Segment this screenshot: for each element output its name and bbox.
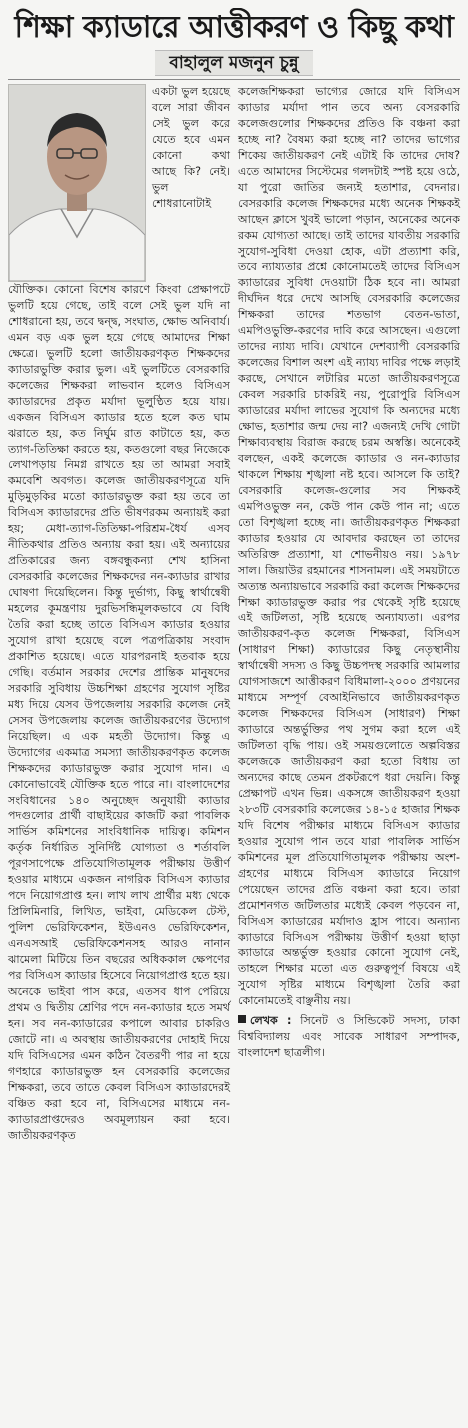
byline-container	[8, 50, 460, 76]
author-photo	[8, 84, 146, 282]
author-note	[238, 1013, 460, 1061]
author-portrait-icon	[9, 85, 145, 281]
author-note-label: লেখক :	[250, 1014, 292, 1028]
square-bullet-icon	[238, 1015, 246, 1023]
photo-row	[8, 84, 230, 282]
article-columns	[8, 84, 460, 1419]
article-byline: বাহালুল মজনুন চুন্নু	[155, 50, 312, 76]
author-note-text: সিনেট ও সিন্ডিকেট সদস্য, ঢাকা বিশ্ববিদ্যালয় এবং সাবেক সাধারণ সম্পাদক, বাংলাদেশ ছাত্রলীগ।	[238, 1014, 460, 1060]
left-column-body: যৌক্তিক। কোনো বিশেষ কারণে কিংবা প্রেক্ষাপটে ভুলটি হয়ে গেছে, তাই বলে সেই ভুল যদি না শোধরানো হয়, তবে দ্বন্দ্ব, সংঘাত, ক্ষোভ অনিবার্য। এমন বড় এক ভুল হয়ে গেছে আমাদের শিক্ষা ক্ষেত্রে। ভুলটি হলো জাতীয়করণকৃত শিক্ষকদের ক্যাডারভুক্তি করার ভুল। এই ভুলটিতে বেসরকারি কলেজের শিক্ষকরা লাভবান হলেও বিসিএস ক্যাডারদের প্রকৃত মর্যাদা ভূলুণ্ঠিত হয়ে যায়। একজন বিসিএস ক্যাডার হতে হলে কত ঘাম ঝরাতে হয়, কত নির্ঘুম রাত কাটাতে হয়, কত ত্যাগ-তিতিক্ষা করতে হয়, কতগুলো বছর নিজেকে লেখাপড়ায় নিমগ্ন রাখতে হয় তা আমরা সবাই কমবেশি অবগত। কলেজ জাতীয়করণসূত্রে যদি মুড়িমুড়কির মতো ক্যাডারভুক্ত করা হয় তবে তা বিসিএস ক্যাডারদের প্রতি ভীষণরকম অন্যায়ই করা হয়; মেধা-ত্যাগ-তিতিক্ষা-পরিশ্রম-ধৈর্য এসব নীতিকথার প্রতিও অন্যায় করা হয়। এই অন্যায়ের প্রতিকারের জন্য বঙ্গবন্ধুকন্যা শেখ হাসিনা বেসরকারি কলেজের শিক্ষকদের নন-ক্যাডার রাখার ঘোষণা দিয়েছিলেন। কিন্তু দুর্ভাগ্য, কিছু স্বার্থান্বেষী মহলের কূমন্ত্রণায় দুরভিসন্ধিমূলকভাবে যে বিধি তৈরি করা হচ্ছে তাতে বিসিএস ক্যাডার হওয়ার সুযোগ রাখা হয়েছে বলে পত্রপত্রিকায় সংবাদ প্রকাশিত হয়েছে। এতে যারপরনাই হতবাক হয়ে গেছি। বর্তমান সরকার দেশের প্রান্তিক মানুষদের সরকারি সুবিধায় উচ্চশিক্ষা গ্রহণের সুযোগ সৃষ্টির মধ্য দিয়ে যেসব উপজেলায় সরকারি কলেজ নেই সেসব উপজেলায় কলেজ জাতীয়করণের উদ্যোগ নিয়েছিল। এ এক মহতী উদ্যোগ। কিন্তু এ উদ্যোগের একমাত্র সমস্যা জাতীয়করণকৃত কলেজ শিক্ষকদের ক্যাডারভুক্ত করার সুযোগ দান। এ কোনোভাবেই যৌক্তিক হতে পারে না। বাংলাদেশের সংবিধানের ১৪০ অনুচ্ছেদ অনুযায়ী ক্যাডার পদগুলোর প্রার্থী বাছাইয়ের কাজটি করা পাবলিক সার্ভিস কমিশনের সাংবিধানিক দায়িত্ব। কমিশন কর্তৃক নির্ধারিত সুনির্দিষ্ট যোগ্যতা ও শর্তাবলি পূরণসাপেক্ষে প্রতিযোগিতামূলক পরীক্ষায় উত্তীর্ণ হওয়ার মাধ্যমে একজন নাগরিক বিসিএস ক্যাডার পদে নিয়োগপ্রাপ্ত হন। লাখ লাখ প্রার্থীর মধ্য থেকে প্রিলিমিনারি, লিখিত, ভাইবা, মেডিকেল টেস্ট, পুলিশ ভেরিফিকেশন, ইউএনও ভেরিফিকেশন, এনএসআই ভেরিফিকেশনসহ আরও নানান ঝামেলা মিটিয়ে তিন বছরের অধিককাল ক্ষেপণের পর বিসিএস ক্যাডার হিসেবে নিয়োগপ্রাপ্ত হতে হয়। অনেকে ভাইবা পাস করে, এতসব ধাপ পেরিয়ে প্রথম ও দ্বিতীয় শ্রেণির পদে নন-ক্যাডার হতে সমর্থ হন। সব নন-ক্যাডারের কপালে আবার চাকরিও জোটে না। এ অবস্থায় জাতীয়করণের দোহাই দিয়ে যদি বিসিএসের এমন কঠিন বৈতরণী পার না হয়ে গণহারে ক্যাডারভুক্ত হন বেসরকারি কলেজের শিক্ষকরা, তবে তাতে কেবল বিসিএস ক্যাডারদেরই বঞ্চিত করা হবে না, বিসিএসের মাধ্যমে নন-ক্যাডারপ্রাপ্তদেরও অবমূল্যায়ন করা হবে। জাতীয়করণকৃত	[8, 283, 230, 1142]
right-column-body: কলেজশিক্ষকরা ভাগ্যের জোরে যদি বিসিএস ক্যাডার মর্যাদা পান তবে অন্য বেসরকারি কলেজগুলোর শিক্ষকদের প্রতিও কি বঞ্চনা করা হচ্ছে না? বৈষম্য করা হচ্ছে না? তাদের ভাগ্যের শিকেয় জাতীয়করণ নেই এটাই কি তাদের দোষ? এতে আমাদের সিস্টেমের গলদটাই স্পষ্ট হয়ে ওঠে, যা পুরো জাতির জন্যই হতাশার, বেদনার। বেসরকারি কলেজ শিক্ষকদের মধ্যে অনেক শিক্ষকই আছেন ক্লাসে খুবই ভালো পড়ান, অনেকের অনেক রকম যোগ্যতা আছে। তাই তাদের যাবতীয় সরকারি সুযোগ-সুবিধা দেওয়া হোক, এটা প্রত্যাশা করি, তবে ন্যায্যতার প্রশ্নে কোনোমতেই তাদের বিসিএস ক্যাডারের সুবিধা দেওয়াটা ঠিক হবে না। আমরা দীর্ঘদিন ধরে দেখে আসছি বেসরকারি কলেজের শিক্ষকরা তাদের শতভাগ বেতন-ভাতা, এমপিওভুক্তি-করণের দাবি করে আসছেন। এগুলো তাদের ন্যায্য দাবি। যেখানে দেশব্যাপী বেসরকারি কলেজের বিশাল অংশ এই ন্যায্য দাবির পক্ষে লড়াই করছে, সেখানে লটারির মতো জাতীয়করণসূত্রে কেবল সরকারি চাকরিই নয়, পুরোপুরি বিসিএস ক্যাডারের মর্যাদা লাভের সুযোগ কি অন্যদের মধ্যে ক্ষোভ, হতাশার জন্ম দেয় না? এজন্যই দেখি গোটা শিক্ষাব্যবস্থায় বিরাজ করছে চরম অস্বস্তি। অনেকেই বলছেন, একই কলেজে ক্যাডার ও নন-ক্যাডার থাকলে শিক্ষায় শৃঙ্খলা নষ্ট হবে। আসলে কি তাই? বেসরকারি কলেজ-গুলোর সব শিক্ষকই এমপিওভুক্ত নন, কেউ পান কেউ পান না; এতে তো বিশৃঙ্খলা হচ্ছে না। জাতীয়করণকৃত শিক্ষকরা ক্যাডার হওয়ার যে আবদার করছেন তা তাদের অতিরিক্ত প্রত্যাশা, যা শোভনীয়ও নয়। ১৯৭৮ সাল। জিয়াউর রহমানের শাসনামল। এই সময়টাতে অত্যন্ত অন্যায়ভাবে সরকারি করা কলেজ শিক্ষকদের শিক্ষা ক্যাডারভুক্ত করার পর থেকেই সৃষ্টি হয়েছে এই জটিলতা, সৃষ্টি হয়েছে অন্যায্যতা। এরপর জাতীয়করণ-কৃত কলেজ শিক্ষকরা, বিসিএস (সাধারণ শিক্ষা) ক্যাডারের কিছু নেতৃস্থানীয় স্বার্থান্বেষী সদস্য ও কিছু উচ্চপদস্থ সরকারি আমলার যোগসাজশে আত্তীকরণ বিধিমালা-২০০০ প্রণয়নের মাধ্যমে সম্পূর্ণ বেআইনিভাবে জাতীয়করণকৃত কলেজ শিক্ষকদের বিসিএস (সাধারণ) শিক্ষা ক্যাডারে অন্তর্ভুক্তির পথ সুগম করা হলে এই জটিলতা বৃদ্ধি পায়। ওই সময়গুলোতে অল্পবিস্তর কলেজকে জাতীয়করণ করা হতো বিধায় তা অন্যদের কাছে তেমন প্রকটরূপে ধরা দেয়নি। কিন্তু প্রেক্ষাপট এখন ভিন্ন। একসঙ্গে জাতীয়করণ হওয়া ২৮৩টি বেসরকারি কলেজের ১৪-১৫ হাজার শিক্ষক যদি বিশেষ পরীক্ষার মাধ্যমে বিসিএস ক্যাডার হওয়ার সুযোগ পান তবে যারা পাবলিক সার্ভিস কমিশনের মূল প্রতিযোগিতামূলক পরীক্ষায় অংশ-গ্রহণের মাধ্যমে বিসিএস ক্যাডারে নিয়োগ পেয়েছেন তাদের প্রতি বঞ্চনা করা হবে। তারা প্রমোশনগত জটিলতার মধ্যেই কেবল পড়বেন না, বিসিএস ক্যাডারের মর্যাদাও হ্রাস পাবে। অন্যান্য ক্যাডারে বিসিএস পরীক্ষায় উত্তীর্ণ হওয়া ছাড়া ক্যাডারে অন্তর্ভুক্ত হওয়ার কোনো সুযোগ নেই, তাহলে শিক্ষার মতো এত গুরুত্বপূর্ণ বিষয়ে এই সুযোগ সৃষ্টির মাধ্যমে বিশৃঙ্খলা তৈরি করা কোনোমতেই বাঞ্ছনীয় নয়।	[238, 85, 460, 1008]
divider	[8, 79, 460, 80]
intro-paragraph: একটা ভুল হয়েছে বলে সারা জীবন সেই ভুল করে যেতে হবে এমন কোনো কথা আছে কি? নেই। ভুল শোধরানোটাই	[152, 85, 230, 210]
article-column-right	[238, 84, 460, 1419]
article-column-left	[8, 84, 230, 1419]
article-headline: শিক্ষা ক্যাডারে আত্তীকরণ ও কিছু কথা	[14, 10, 454, 45]
